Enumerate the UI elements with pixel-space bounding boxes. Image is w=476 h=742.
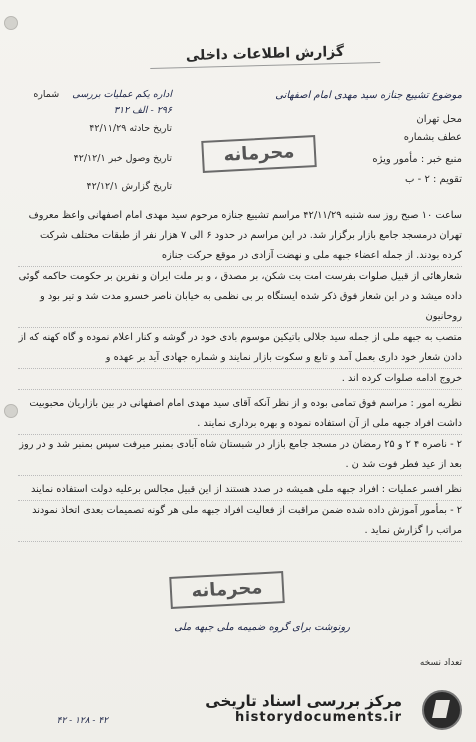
office-name: اداره یکم عملیات بررسی	[72, 89, 172, 100]
number-label: شماره	[33, 89, 60, 100]
paragraph: ۲ - ناصره ۴ ۲ و ۲۵ رمضان در مسجد جامع بازار در شبستان شاه آبادی بمنبر میرفت سپس بمنبر شد و در روز بعد از عید فطر فوت شد ن .	[18, 435, 462, 476]
paragraph: ۲ - بمأمور آموزش داده شده ضمن مراقبت از فعالیت افراد جبهه ملی هر گونه تصمیمات بعدی اتخاذ نمودند مراتب را گزارش نماید .	[18, 501, 462, 542]
document-title: گزارش اطلاعات داخلی	[150, 43, 380, 69]
watermark-fa: مرکز بررسی اسناد تاریخی	[205, 691, 402, 710]
assessment-line: تقویم : ۲ - ب	[405, 174, 462, 185]
number-value: ۲۹۶ - الف ۳۱۲	[113, 105, 172, 116]
binder-hole	[4, 16, 18, 30]
binder-hole	[4, 404, 18, 418]
subject-text: موضوع تشییع جنازه سید مهدی امام اصفهانی	[275, 90, 462, 101]
footer-number: ۴۲ - ۱۲۸ - ۴۲	[56, 716, 108, 726]
incident-date: تاریخ حادثه ۴۲/۱۱/۲۹	[89, 123, 172, 134]
archive-logo-icon	[422, 690, 462, 730]
paragraph: ساعت ۱۰ صبح روز سه شنبه ۴۲/۱۱/۲۹ مراسم تشییع جنازه مرحوم سید مهدی امام اصفهانی واعظ معروف تهران درمسجد جامع بازار برگزار شد. در این مراسم در حدود ۶ الی ۷ هزار نفر از طبقات مختلف شرکت کرده بودند. از جمله اعضاء جبهه ملی و نهضت آزادی در موقع حرکت جنازه	[18, 206, 462, 267]
confidential-stamp: محرمانه	[201, 135, 317, 173]
paragraph: شعارهائی از قبیل صلوات بفرست امت بت شکن، بر مصدق ، و بر ملت ایران و نفرین بر حکومت حاکمه گوئی داده میشد و در این شعار فوق ذکر شده ایستگاه بر بی نظمی به خیابان ناصر خسرو مدت شد و تیر بود و روحانیون	[18, 267, 462, 328]
paragraph: نظریه امور : مراسم فوق تمامی بوده و از نظر آنکه آقای سید مهدی امام اصفهانی در بین بازاریان محبوبیت داشت افراد جبهه ملی از آن استفاده نموده و بهره برداری نمایند .	[18, 394, 462, 435]
copies-label: تعداد نسخه	[419, 658, 462, 668]
location-line: محل تهران	[416, 114, 462, 125]
receipt-date: تاریخ وصول خبر ۴۲/۱۲/۱	[73, 153, 172, 164]
source-line: منبع خبر : مأمور ویژه	[372, 154, 462, 165]
header-office-line	[12, 88, 172, 102]
signature-line: رونوشت برای گروه ضمیمه ملی جبهه ملی	[174, 622, 350, 633]
watermark-en: historydocuments.ir	[234, 709, 402, 725]
paragraph: متصب به جبهه ملی از جمله سید جلالی باتیکین موسوم بادی خود در گوشه و کنار اعلام نموده و گاه کهنه که از دادن شعار خود داری بعمل آمد و تابع و سکوت بازار نمایند و شماره جهادی آید بر عهده و	[18, 328, 462, 369]
confidential-stamp-bottom: محرمانه	[169, 571, 285, 609]
attachment-line: عطف بشماره	[403, 132, 462, 143]
report-body	[18, 206, 462, 542]
watermark	[170, 682, 460, 734]
paragraph: خروج ادامه صلوات کرده اند .	[18, 369, 462, 390]
report-date: تاریخ گزارش ۴۲/۱۲/۱	[86, 181, 172, 192]
paragraph: نظر افسر عملیات : افراد جبهه ملی همیشه در صدد هستند از این قبیل مجالس برعلیه دولت استفاده نمایند	[18, 480, 462, 501]
subject-line	[192, 90, 462, 101]
